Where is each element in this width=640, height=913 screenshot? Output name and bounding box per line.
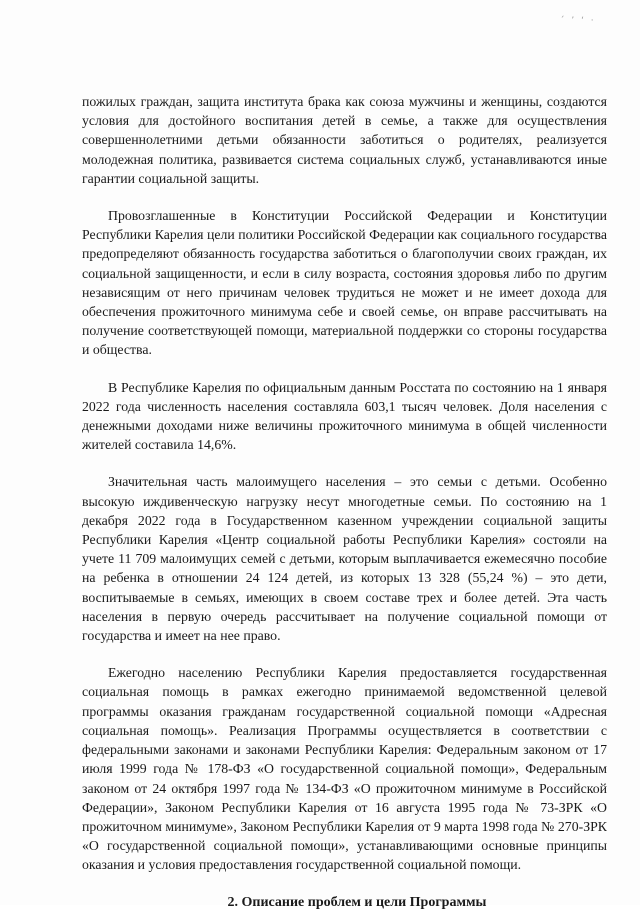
paragraph-constitution-goals: Провозглашенные в Конституции Российской Федерации и Конституции Республики Карелия цели политики Российской Федерации как социального государства предопределяют обязанность государства заботиться о благополучии своих граждан, их социальной защищенности, и если в силу возраста, состояния здоровья либо по другим независящим от него причинам человек трудиться не может и не имеет дохода для обеспечения прожиточного минимума себе и своей семье, он вправе рассчитывать на получение соответствующей помощи, материальной поддержки со стороны государства и общества.	[82, 208, 607, 358]
paragraph-state-social-assistance: Ежегодно населению Республики Карелия предоставляется государственная социальная помощь в рамках ежегодно принимаемой ведомственной целевой программы оказания гражданам государственной социальной помощи «Адресная социальная помощь». Реализация Программы осуществляется в соответствии с федеральными законами и законами Республики Карелия: Федеральным законом от 17 июля 1999 года № 178-ФЗ «О государственной социальной помощи», Федеральным законом от 24 октября 1997 года № 134-ФЗ «О прожиточном минимуме в Российской Федерации», Законом Республики Карелия от 16 августа 1995 года № 73-ЗРК «О прожиточном минимуме», Законом Республики Карелия от 9 марта 1998 года № 270-ЗРК «О государственной социальной помощи», устанавливающими основные принципы оказания и условия предоставления государственной социальной помощи.	[82, 665, 607, 873]
document-body	[82, 92, 607, 913]
paragraph-continuation: пожилых граждан, защита института брака как союза мужчины и женщины, создаются условия для достойного воспитания детей в семье, а также для осуществления совершеннолетними детьми обязанности заботиться о родителях, реализуется молодежная политика, развивается система социальных служб, устанавливаются иные гарантии социальной защиты.	[82, 94, 607, 186]
paragraph-low-income-families: Значительная часть малоимущего населения – это семьи с детьми. Особенно высокую иждивенческую нагрузку несут многодетные семьи. По состоянию на 1 декабря 2022 года в Государственном казенном учреждении социальной защиты Республики Карелия «Центр социальной работы Республики Карелия» состояли на учете 11 709 малоимущих семей с детьми, которым выплачивается ежемесячно пособие на ребенка в отношении 24 124 детей, из которых 13 328 (55,24 %) – это дети, воспитываемые в семьях, имеющих в своем составе трех и более детей. Эта часть населения в первую очередь рассчитывает на получение социальной помощи от государства и имеет на нее право.	[82, 474, 607, 644]
paragraph-rosstat-data: В Республике Карелия по официальным данным Росстата по состоянию на 1 января 2022 года численность населения составляла 603,1 тысяч человек. Доля населения с денежными доходами ниже величины прожиточного минимума в общей численности жителей составила 14,6%.	[82, 379, 607, 453]
section-heading: 2. Описание проблем и цели Программы	[227, 894, 487, 910]
scan-artifact-mark: ´ ʼ ‘ ·	[560, 16, 596, 26]
